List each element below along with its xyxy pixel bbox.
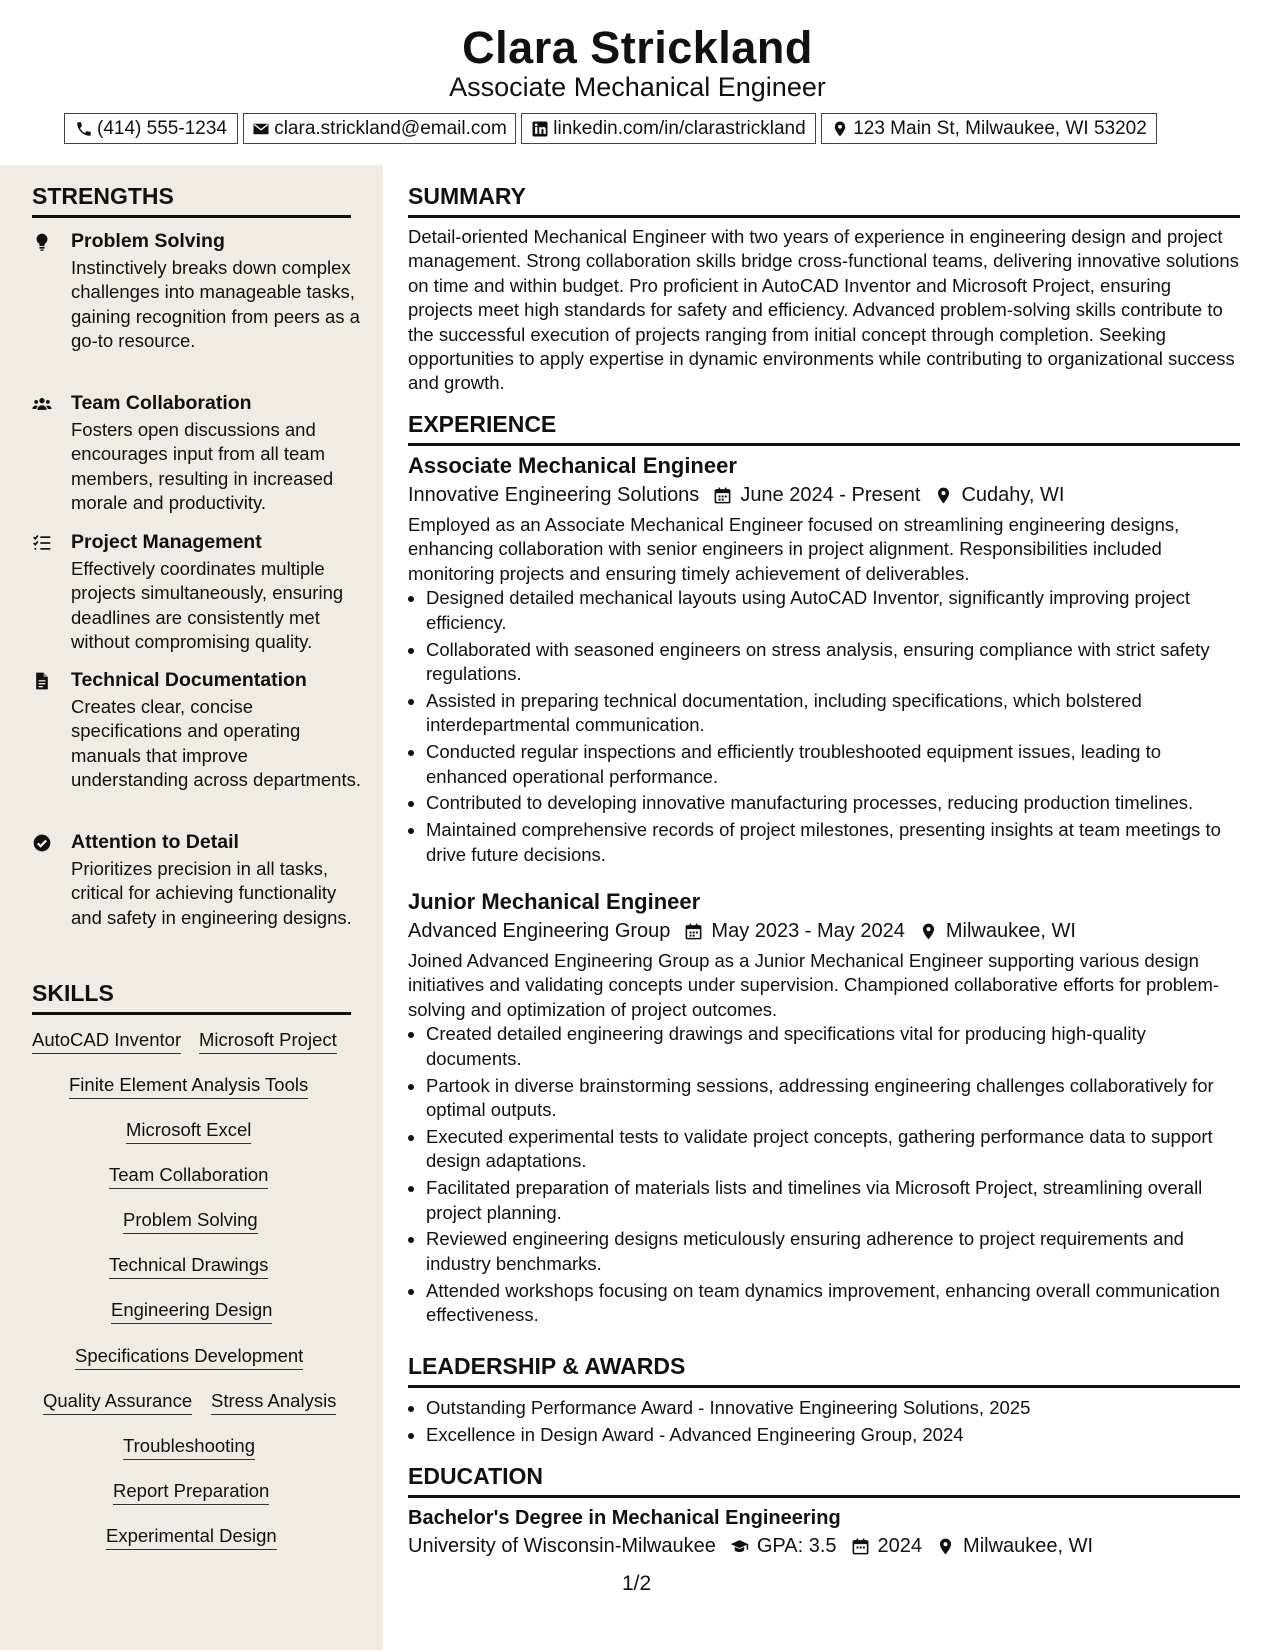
calendar-icon — [851, 1537, 870, 1556]
job-bullet: • Executed experimental tests to validate project concepts, gathering performance data to support design adaptations. — [426, 1125, 1240, 1174]
users-icon — [32, 394, 54, 416]
job-bullets — [408, 586, 1240, 867]
job-bullet: • Contributed to developing innovative manufacturing processes, reducing production timelines. — [426, 791, 1240, 815]
job-entry — [408, 453, 1240, 867]
strengths-section — [32, 183, 351, 218]
contact-email-text: clara.strickland@email.com — [274, 118, 507, 139]
skills-heading: SKILLS — [32, 980, 351, 1015]
skill-tag: Specifications Development — [75, 1345, 303, 1370]
experience-section — [408, 411, 1240, 870]
skill-tag: Stress Analysis — [211, 1390, 336, 1415]
award-list — [408, 1396, 1240, 1447]
leadership-section — [408, 1353, 1240, 1450]
job-entry — [408, 889, 1240, 1330]
skill-tag: Report Preparation — [113, 1480, 269, 1505]
page-number: 1/2 — [622, 1572, 652, 1595]
strength-desc: Fosters open discussions and encourages input from all team members, resulting in increased morale and productivity. — [71, 419, 334, 514]
lightbulb-icon — [32, 232, 54, 254]
document-icon — [32, 671, 54, 693]
location-pin-icon — [919, 922, 938, 941]
job-dates: June 2024 - Present — [740, 484, 921, 506]
school-name: University of Wisconsin-Milwaukee — [408, 1535, 716, 1557]
job-company: Innovative Engineering Solutions — [408, 484, 700, 506]
job-bullet: • Assisted in preparing technical documentation, including specifications, which bolstered interdepartmental communication. — [426, 689, 1240, 738]
award-item: • Excellence in Design Award - Advanced Engineering Group, 2024 — [426, 1423, 1240, 1447]
envelope-icon — [252, 120, 270, 138]
award-item: • Outstanding Performance Award - Innovative Engineering Solutions, 2025 — [426, 1396, 1240, 1420]
strength-title: Project Management — [71, 531, 262, 553]
job-role: Junior Mechanical Engineer — [408, 889, 701, 914]
location-pin-icon — [936, 1537, 955, 1556]
skill-tag: Microsoft Excel — [126, 1119, 251, 1144]
candidate-title: Associate Mechanical Engineer — [449, 72, 826, 102]
skill-tag: AutoCAD Inventor — [32, 1029, 181, 1054]
job-meta — [408, 484, 1240, 507]
experience-heading: EXPERIENCE — [408, 411, 1240, 446]
summary-text: Detail-oriented Mechanical Engineer with two years of experience in engineering design and project management. Strong collaboration skills bridge cross-functional teams, delivering innovative solutions on time and within budget. Pro proficient in AutoCAD Inventor and Microsoft Project, ensuring projects meet high standards for safety and efficiency. Advanced problem-solving skills contribute to the successful execution of projects ranging from initial concept through completion. Seeking opportunities to apply expertise in dynamic environments while contributing to organizational success and growth. — [408, 226, 1239, 394]
contact-email[interactable] — [243, 113, 516, 144]
job-bullets — [408, 1022, 1240, 1327]
job-company: Advanced Engineering Group — [408, 920, 671, 942]
education-meta — [408, 1535, 1240, 1558]
calendar-icon — [713, 486, 732, 505]
summary-heading: SUMMARY — [408, 183, 1240, 218]
contact-linkedin-text: linkedin.com/in/clarastrickland — [553, 118, 806, 139]
degree-title: Bachelor's Degree in Mechanical Engineering — [408, 1507, 841, 1529]
graduation-cap-icon — [730, 1537, 749, 1556]
job-bullet: • Reviewed engineering designs meticulously ensuring adherence to project requirements and industry benchmarks. — [426, 1227, 1240, 1276]
resume-header — [0, 0, 1275, 160]
contact-address-text: 123 Main St, Milwaukee, WI 53202 — [853, 118, 1147, 139]
job-bullet: • Attended workshops focusing on team dynamics improvement, enhancing overall communication effectiveness. — [426, 1279, 1240, 1328]
job-bullet: • Conducted regular inspections and efficiently troubleshooted equipment issues, leading to enhanced operational performance. — [426, 740, 1240, 789]
contact-linkedin[interactable] — [521, 113, 816, 144]
skill-tag: Team Collaboration — [109, 1164, 268, 1189]
location-pin-icon — [934, 486, 953, 505]
strength-title: Technical Documentation — [71, 669, 307, 691]
job-bullet: • Maintained comprehensive records of project milestones, presenting insights at team meetings to drive future decisions. — [426, 818, 1240, 867]
summary-section — [408, 183, 1240, 396]
education-location: Milwaukee, WI — [963, 1535, 1094, 1557]
job-bullet: • Collaborated with seasoned engineers on stress analysis, ensuring compliance with strict safety regulations. — [426, 638, 1240, 687]
job-dates: May 2023 - May 2024 — [711, 920, 905, 942]
strength-desc: Prioritizes precision in all tasks, critical for achieving functionality and safety in engineering designs. — [71, 858, 352, 928]
leadership-heading: LEADERSHIP & AWARDS — [408, 1353, 1240, 1388]
strength-desc: Creates clear, concise specifications and operating manuals that improve understanding across departments. — [71, 696, 362, 791]
strength-desc: Instinctively breaks down complex challenges into manageable tasks, gaining recognition from peers as a go-to resource. — [71, 257, 360, 352]
phone-icon — [75, 120, 93, 138]
sidebar — [0, 165, 383, 1650]
strength-title: Attention to Detail — [71, 831, 239, 853]
strength-desc: Effectively coordinates multiple projects simultaneously, ensuring deadlines are consistently met without compromising quality. — [71, 558, 344, 653]
job-location: Milwaukee, WI — [945, 920, 1076, 942]
education-section — [408, 1463, 1240, 1558]
skill-tag: Problem Solving — [123, 1209, 258, 1234]
contact-phone-text: (414) 555-1234 — [97, 118, 227, 139]
job-bullet: • Facilitated preparation of materials lists and timelines via Microsoft Project, streamlining overall project planning. — [426, 1176, 1240, 1225]
candidate-name: Clara Strickland — [462, 22, 813, 73]
skill-tag: Microsoft Project — [199, 1029, 337, 1054]
job-description: Employed as an Associate Mechanical Engineer focused on streamlining engineering designs, enhancing collaboration with senior engineers in project alignment. Responsibilities included monitoring projects and ensuring timely achievement of deliverables. — [408, 514, 1180, 584]
task-list-icon — [32, 533, 54, 555]
skill-tag: Engineering Design — [111, 1299, 272, 1324]
skill-tag: Experimental Design — [106, 1525, 277, 1550]
strength-title: Problem Solving — [71, 230, 225, 252]
contact-address[interactable] — [821, 113, 1157, 144]
job-description: Joined Advanced Engineering Group as a Junior Mechanical Engineer supporting various design initiatives and validating concepts under supervision. Championed collaborative efforts for problem-solving and optimization of project outcomes. — [408, 950, 1220, 1020]
education-year: 2024 — [877, 1535, 923, 1557]
skill-tag: Troubleshooting — [123, 1435, 255, 1460]
job-location: Cudahy, WI — [961, 484, 1065, 506]
contact-phone[interactable] — [64, 113, 238, 144]
calendar-icon — [684, 922, 703, 941]
skill-tag: Quality Assurance — [43, 1390, 192, 1415]
job-bullet: • Designed detailed mechanical layouts using AutoCAD Inventor, significantly improving project efficiency. — [426, 586, 1240, 635]
strengths-heading: STRENGTHS — [32, 183, 351, 218]
job-meta — [408, 920, 1240, 943]
job-bullet: • Partook in diverse brainstorming sessions, addressing engineering challenges collaboratively for optimal outputs. — [426, 1074, 1240, 1123]
education-gpa: GPA: 3.5 — [756, 1535, 837, 1557]
strength-title: Team Collaboration — [71, 392, 252, 414]
education-heading: EDUCATION — [408, 1463, 1240, 1498]
skill-tag: Technical Drawings — [109, 1254, 268, 1279]
location-pin-icon — [831, 120, 849, 138]
skills-section — [32, 980, 351, 1015]
check-circle-icon — [32, 833, 54, 855]
job-bullet: • Created detailed engineering drawings and specifications vital for producing high-quality documents. — [426, 1022, 1240, 1071]
linkedin-icon — [531, 120, 549, 138]
skill-tag: Finite Element Analysis Tools — [69, 1074, 308, 1099]
job-role: Associate Mechanical Engineer — [408, 453, 737, 478]
